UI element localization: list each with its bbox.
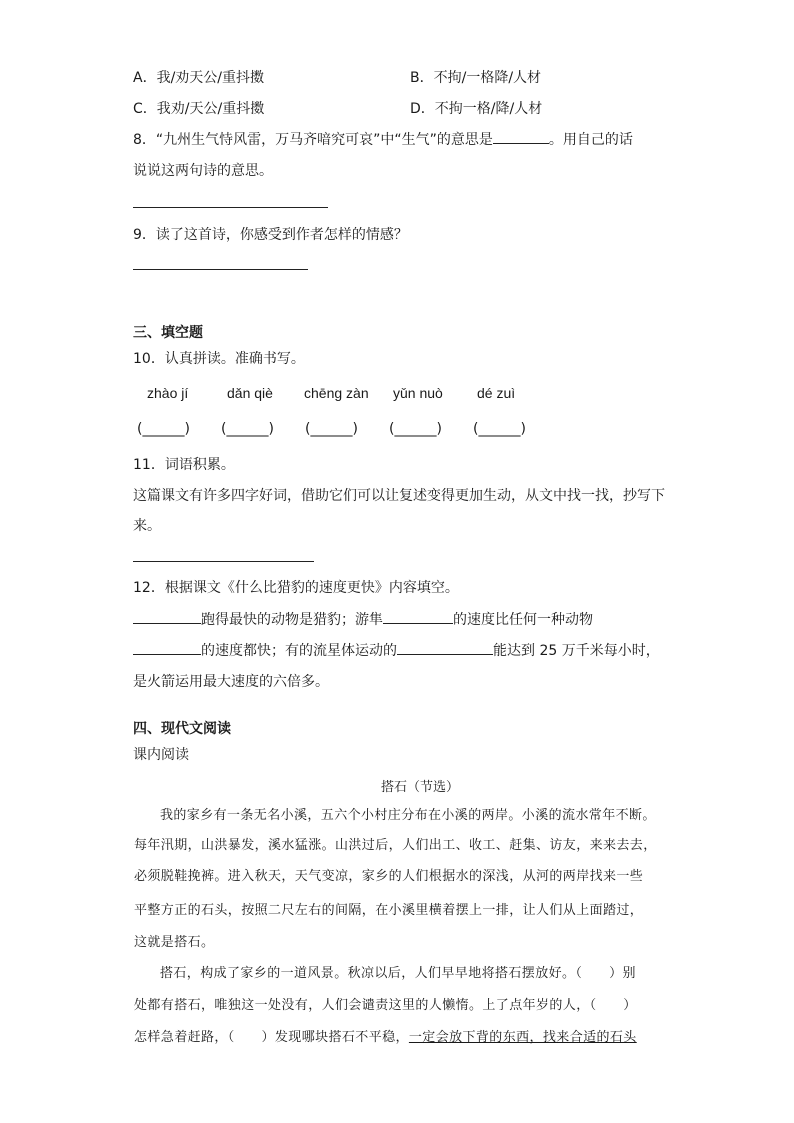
- passage-p1-line3: 必须脱鞋挽裤。进入秋天，天气变凉，家乡的人们根据水的深浅，从河的两岸找来一些: [134, 869, 644, 884]
- question-12-line3: 是火箭运用最大速度的六倍多。: [133, 674, 329, 690]
- question-8-line1: [133, 129, 633, 149]
- question-8-line2: 说说这两句诗的意思。: [133, 163, 273, 179]
- bracket-blank-4[interactable]: (______): [389, 421, 442, 437]
- question-12-text: 能达到 25 万千米每小时，: [493, 643, 660, 659]
- answer-blank[interactable]: [383, 609, 453, 624]
- question-10: 10．认真拼读。准确书写。: [133, 351, 305, 367]
- passage-p1-line5: 这就是搭石。: [134, 935, 215, 950]
- option-a: A．我/劝天公/重抖擞: [133, 70, 265, 86]
- answer-blank[interactable]: [493, 129, 549, 144]
- passage-text: 怎样急着赶路，（ ）发现哪块搭石不平稳，: [134, 1030, 409, 1045]
- question-12-line2: [133, 640, 660, 660]
- pinyin-5: dé zuì: [477, 385, 516, 401]
- bracket-blank-3[interactable]: (______): [305, 421, 358, 437]
- question-11: 11．词语积累。: [133, 457, 235, 473]
- question-12-text: 的速度都快；有的流星体运动的: [201, 643, 397, 659]
- answer-blank[interactable]: [133, 609, 201, 624]
- section-3-title: 三、填空题: [133, 325, 203, 341]
- option-b: B．不拘/一格降/人材: [410, 70, 542, 86]
- option-c: C．我劝/天公/重抖擞: [133, 101, 265, 117]
- question-8-text: 8．“九州生气恃风雷，万马齐喑究可哀”中“生气”的意思是: [133, 132, 493, 148]
- question-8-text-tail: 。用自己的话: [548, 132, 633, 148]
- answer-blank[interactable]: [397, 640, 493, 655]
- answer-blank[interactable]: [133, 640, 201, 655]
- pinyin-2: dǎn qiè: [227, 385, 273, 401]
- question-12-text: 跑得最快的动物是猎豹；游隼: [201, 612, 383, 628]
- bracket-blank-2[interactable]: (______): [221, 421, 274, 437]
- passage-p1-line2: 每年汛期，山洪暴发，溪水猛涨。山洪过后，人们出工、收工、赶集、访友，来来去去，: [134, 838, 657, 853]
- answer-line-q11[interactable]: [133, 561, 314, 562]
- passage-p1-line1: 我的家乡有一条无名小溪，五六个小村庄分布在小溪的两岸。小溪的流水常年不断。: [160, 808, 656, 823]
- passage-p2-line1: 搭石，构成了家乡的一道风景。秋凉以后，人们早早地将搭石摆放好。（ ）别: [160, 966, 636, 981]
- bracket-blank-5[interactable]: (______): [473, 421, 526, 437]
- passage-p2-line2: 处都有搭石，唯独这一处没有，人们会谴责这里的人懒惰。上了点年岁的人，（ ）: [134, 998, 637, 1013]
- section-4-subtitle: 课内阅读: [133, 747, 189, 763]
- question-9: 9．读了这首诗，你感受到作者怎样的情感？: [133, 227, 408, 243]
- question-11-line2: 来。: [133, 518, 161, 534]
- answer-line-q9[interactable]: [133, 269, 308, 270]
- option-d: D．不拘一格/降/人材: [410, 101, 543, 117]
- question-11-line1: 这篇课文有许多四字好词，借助它们可以让复述变得更加生动，从文中找一找，抄写下: [133, 488, 665, 504]
- underlined-sentence: 一定会放下背的东西，找来合适的石头: [408, 1030, 637, 1045]
- passage-title: 搭石（节选）: [381, 780, 460, 795]
- passage-p2-line3: [134, 1026, 664, 1045]
- pinyin-4: yǔn nuò: [393, 385, 443, 401]
- pinyin-3: chēng zàn: [304, 385, 369, 401]
- section-4-title: 四、现代文阅读: [133, 721, 231, 737]
- question-12-text: 的速度比任何一种动物: [453, 612, 593, 628]
- bracket-blank-1[interactable]: (______): [137, 421, 190, 437]
- pinyin-1: zhào jí: [147, 385, 189, 401]
- question-12: 12．根据课文《什么比猎豹的速度更快》内容填空。: [133, 580, 459, 596]
- answer-line-q8[interactable]: [133, 207, 328, 208]
- question-12-line1: [133, 609, 593, 629]
- passage-p1-line4: 平整方正的石头，按照二尺左右的间隔，在小溪里横着摆上一排，让人们从上面踏过，: [134, 903, 644, 918]
